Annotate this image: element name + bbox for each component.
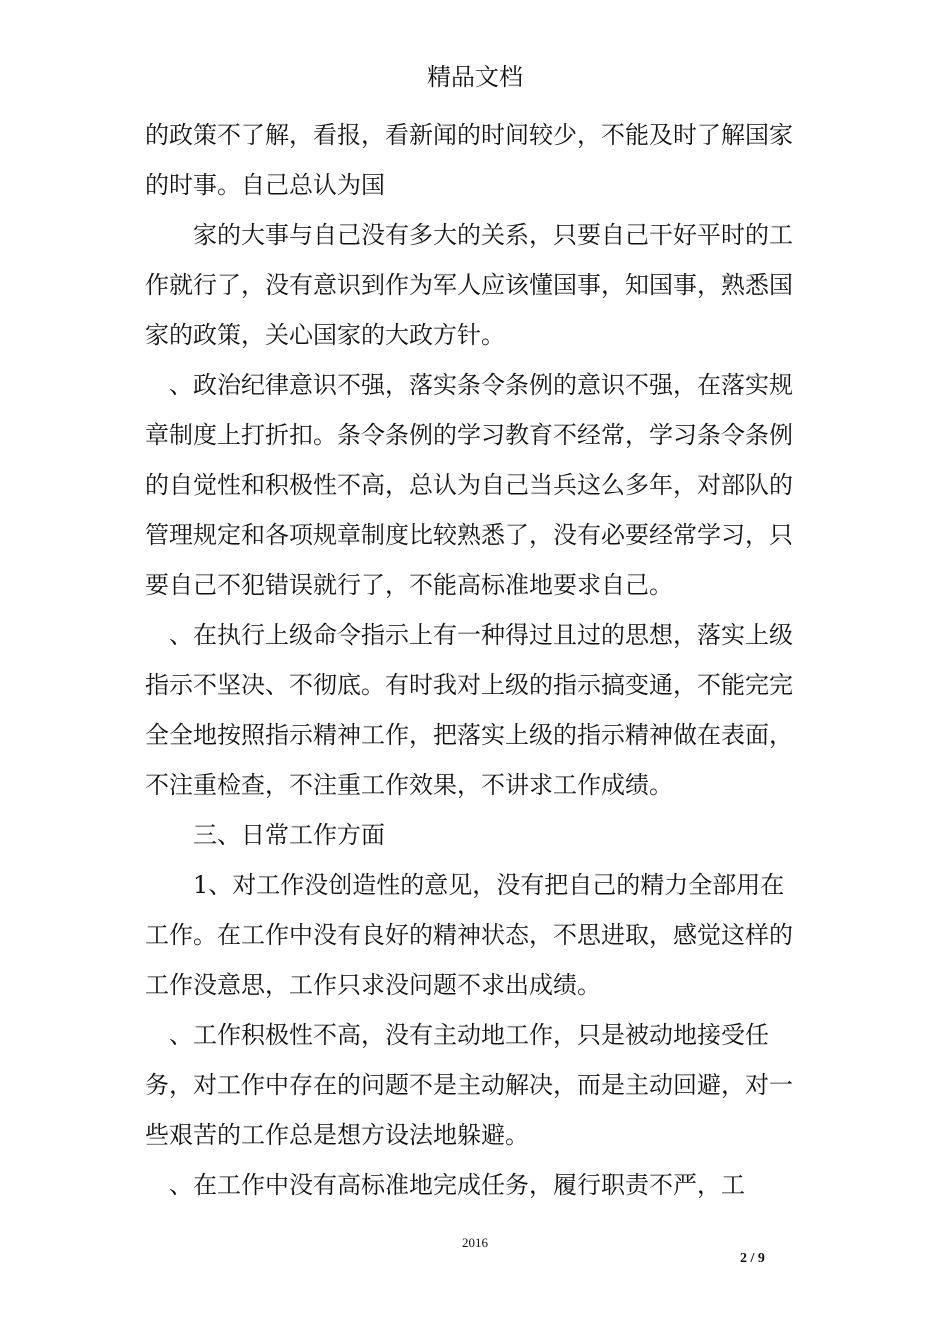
document-body (145, 110, 807, 1210)
paragraph-4: 、在执行上级命令指示上有一种得过且过的思想，落实上级指示不坚决、不彻底。有时我对上级的指示搞变通，不能完完全全地按照指示精神工作，把落实上级的指示精神做在表面，不注重检查，不注重工作效果，不讲求工作成绩。 (145, 621, 793, 799)
paragraph-8: 、在工作中没有高标准地完成任务，履行职责不严，工 (169, 1171, 745, 1199)
paragraph-1: 的政策不了解，看报，看新闻的时间较少，不能及时了解国家的时事。自己总认为国 (145, 121, 793, 199)
paragraph-7: 、工作积极性不高，没有主动地工作，只是被动地接受任务，对工作中存在的问题不是主动解决，而是主动回避，对一些艰苦的工作总是想方设法地躲避。 (145, 1021, 793, 1149)
paragraph-6: 1、对工作没创造性的意见，没有把自己的精力全部用在工作。在工作中没有良好的精神状态，不思进取，感觉这样的工作没意思，工作只求没问题不求出成绩。 (145, 871, 793, 999)
paragraph-2: 家的大事与自己没有多大的关系，只要自己干好平时的工作就行了，没有意识到作为军人应该懂国事，知国事，熟悉国家的政策，关心国家的大政方针。 (145, 221, 793, 349)
paragraph-3: 、政治纪律意识不强，落实条令条例的意识不强，在落实规章制度上打折扣。条令条例的学习教育不经常，学习条令条例的自觉性和积极性不高，总认为自己当兵这么多年，对部队的管理规定和各项规章制度比较熟悉了，没有必要经常学习，只要自己不犯错误就行了，不能高标准地要求自己。 (145, 371, 793, 599)
section-heading: 三、日常工作方面 (193, 821, 385, 849)
page-number: 2 / 9 (740, 1251, 765, 1266)
footer-year: 2016 (462, 1235, 488, 1250)
page-header-title: 精品文档 (427, 63, 523, 91)
